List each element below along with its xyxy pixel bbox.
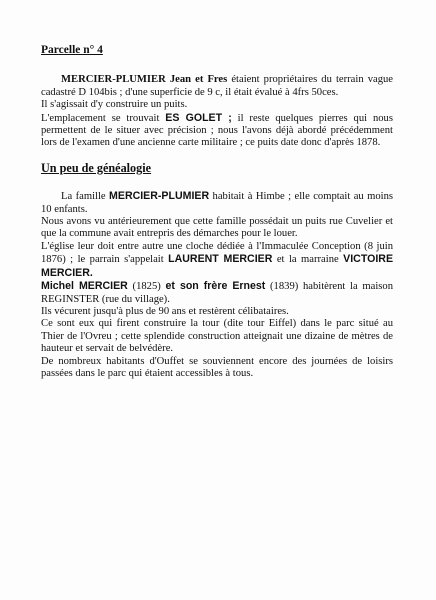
genealogie-paragraph-1 (41, 190, 393, 216)
genealogie-paragraph-1-start: La famille (61, 191, 106, 203)
parcelle-heading: Parcelle n° 4 (41, 44, 103, 56)
genealogie-paragraph-1-text: habitait à Himbe ; elle comptait au moins 10 enfants. (41, 191, 394, 215)
parcelle-paragraph-3-start: L'emplacement se trouvait (41, 112, 160, 124)
parcelle-paragraph-1 (41, 74, 393, 99)
genealogie-paragraph-5: Ils vécurent jusqu'à plus de 90 ans et restèrent célibataires. (41, 305, 289, 317)
godmother-name: VICTOIRE MERCIER. (41, 253, 394, 279)
genealogie-paragraph-3-start: L'église leur doit entre autre une cloche dédiée à l'Immaculée Conception (8 juin 1876) ; le parrain s'appelait (41, 240, 393, 266)
parcelle-paragraph-3 (41, 112, 393, 150)
genealogie-paragraph-3 (41, 241, 393, 280)
genealogie-paragraph-2: Nous avons vu antérieurement que cette famille possédait un puits rue Cuvelier et que la commune avait entrepris des démarches pour le louer. (41, 216, 393, 240)
parcelle-paragraph-1-text: étaient propriétaires du terrain vague cadastré D 104bis ; d'une superficie de 9 c, il était évalué à 4frs 50ces. (41, 74, 393, 98)
godfather-name: LAURENT MERCIER (168, 253, 273, 266)
genealogie-paragraph-3-mid: et la marraine (276, 254, 339, 266)
location-name: ES GOLET ; (165, 111, 232, 124)
parcelle-paragraph-2: Il s'agissait d'y construire un puits. (41, 99, 188, 111)
document-content (41, 44, 393, 380)
genealogie-paragraph-7: De nombreux habitants d'Ouffet se souviennent encore des journées de loisirs passées dans le parc qui étaient accessibles à tous. (41, 355, 393, 379)
genealogie-paragraph-6: Ce sont eux qui firent construire la tour (dite tour Eiffel) dans le parc situé au Thier de l'Ovreu ; cette splendide construction atteignait une dizaine de mètres de hauteur et servait de belvédère. (41, 318, 393, 355)
owner-names: MERCIER-PLUMIER Jean et Fres (61, 74, 228, 86)
genealogie-paragraph-4-text: (1839) habitèrent la maison REGINSTER (rue du village). (41, 281, 393, 305)
michel-mercier: Michel MERCIER (41, 280, 128, 293)
genealogie-paragraph-4 (41, 280, 393, 306)
genealogie-heading: Un peu de généalogie (41, 160, 152, 175)
michel-birth-year: (1825) (132, 281, 161, 293)
family-name: MERCIER-PLUMIER (109, 190, 210, 203)
parcelle-paragraph-3-text: il reste quelques pierres qui nous permettent de le situer avec précision ; nous l'avons déjà abordé précédemment lors de l'examen d'une ancienne carte militaire ; ce puits date donc d'après 1878. (41, 112, 393, 149)
ernest-mercier: et son frère Ernest (165, 280, 266, 293)
